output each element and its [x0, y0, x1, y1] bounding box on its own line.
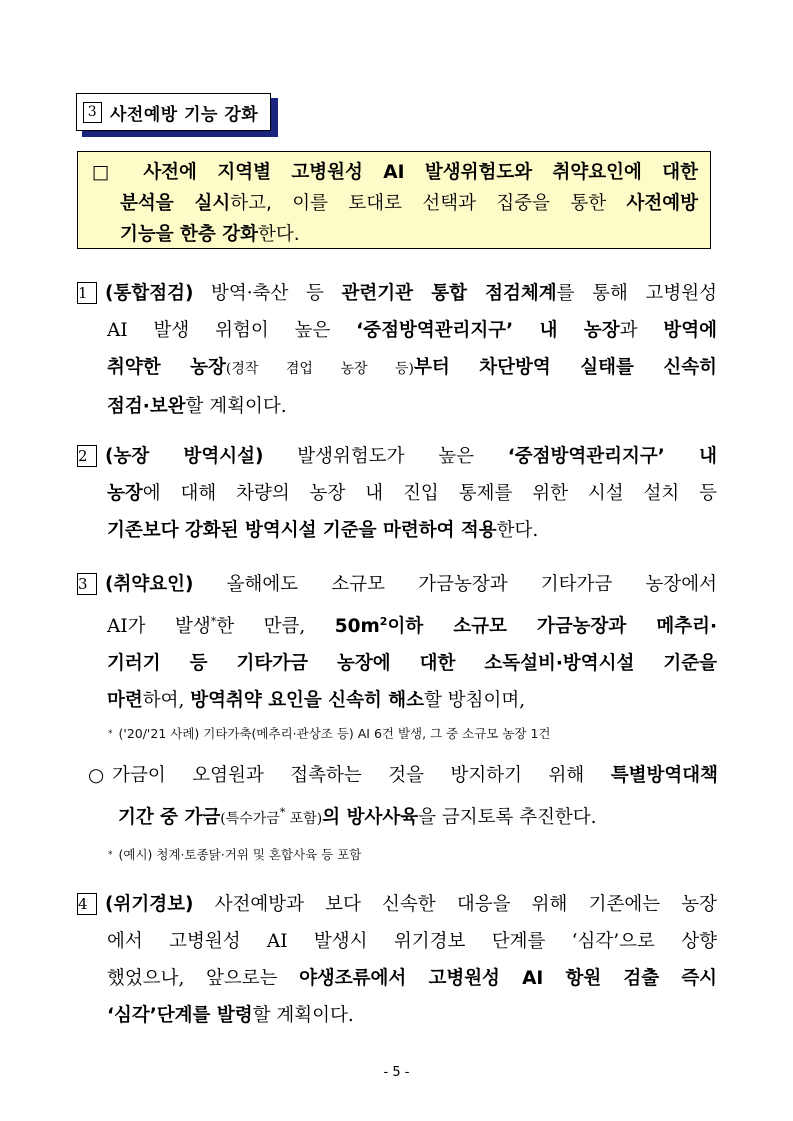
item-text: 기간 중 가금: [118, 807, 221, 829]
item-number: 4: [77, 893, 97, 915]
summary-text: 한다.: [257, 224, 300, 245]
item-1-line-3: [77, 349, 717, 388]
item-text: 50m: [334, 616, 380, 638]
item-text: 취약한 농장: [107, 357, 226, 378]
item-1-line-2: [77, 312, 717, 349]
section-number: 3: [83, 102, 102, 123]
item-number: 3: [77, 573, 97, 595]
item-text: 관련기관 통합 점검체계: [341, 283, 557, 304]
item-text: 야생조류에서 고병원성 AI 항원 검출 즉시: [299, 968, 717, 989]
item-text: 할 계획이다.: [185, 396, 287, 417]
item-text: ‘중점방역관리지구’ 내 농장: [356, 320, 620, 341]
summary-text: 하고, 이를 토대로 선택과 집중을 통한: [230, 193, 627, 214]
item-number: 1: [77, 282, 97, 304]
item-text: 했었으나, 앞으로는: [107, 968, 300, 989]
item-text: 기러기 등 기타가금 농장에 대한 소독설비·방역시설 기준을: [107, 653, 717, 675]
section-title-box: [76, 93, 271, 131]
item-text: 가금이 오염원과 접촉하는 것을 방지하기 위해: [112, 765, 611, 786]
item-text: ‘중점방역관리지구’ 내: [507, 446, 717, 467]
item-heading: (위기경보): [105, 894, 194, 915]
item-4-line-2: [77, 923, 717, 960]
footnote-text: (예시) 청계·토종닭·거위 및 혼합사육 등 포함: [118, 847, 362, 862]
sub-item-line-1: [88, 757, 718, 794]
item-1: [77, 275, 717, 425]
summary-text: 기능을 한층 강화: [120, 224, 258, 245]
footnote-2: [108, 845, 361, 863]
item-text: 의 방사사육: [322, 807, 419, 829]
item-heading: (통합점검): [105, 283, 194, 304]
item-text: (특수가금: [220, 811, 280, 828]
item-text: 포함): [285, 811, 323, 828]
summary-line-3: [92, 219, 698, 250]
summary-text: 사전에 지역별 고병원성 AI 발생위험도와 취약요인에 대한: [143, 162, 698, 183]
summary-box: [77, 151, 711, 249]
footnote-star: *: [108, 850, 113, 860]
item-3: [77, 566, 717, 719]
item-text: 방역취약 요인을 신속히 해소: [190, 690, 425, 712]
item-text: 점검·보완: [107, 396, 186, 417]
footnote-mark: *: [279, 806, 286, 819]
item-text: 농장: [107, 483, 143, 504]
item-text: 하여,: [142, 690, 191, 712]
item-heading: (농장 방역시설): [105, 446, 264, 467]
section-title: 사전예방 기능 강화: [110, 104, 259, 125]
item-1-line-4: [77, 388, 717, 425]
item-2-line-3: [77, 512, 717, 549]
item-text: ‘심각’단계를 발령: [107, 1005, 253, 1026]
item-heading: (취약요인): [105, 574, 194, 595]
footnote-1: [108, 724, 551, 742]
item-2: [77, 438, 717, 549]
item-2-line-2: [77, 475, 717, 512]
item-text: AI 발생 위험이 높은: [107, 320, 357, 341]
item-number: 2: [77, 445, 97, 467]
superscript: 2: [379, 615, 388, 628]
item-text: 에서 고병원성 AI 발생시 위기경보 단계를 ‘심각’으로 상향: [107, 931, 717, 952]
item-text: 한 만큼,: [216, 616, 335, 638]
circle-bullet: ○: [88, 765, 105, 786]
item-text: 사전예방과 보다 신속한 대응을 위해 기존에는 농장: [193, 894, 717, 915]
item-text: AI가 발생: [107, 616, 211, 638]
item-text: 할 계획이다.: [252, 1005, 354, 1026]
sub-item: [88, 757, 718, 838]
item-text: 발생위험도가 높은: [263, 446, 508, 467]
summary-bullet: □: [92, 162, 124, 183]
section-header: [76, 93, 271, 131]
item-text: 마련: [107, 690, 143, 712]
item-3-line-4: [77, 682, 717, 719]
item-4-line-1: [77, 886, 717, 923]
item-text: 에 대해 차량의 농장 내 진입 통제를 위한 시설 설치 등: [142, 483, 717, 504]
item-3-line-2: [77, 603, 717, 645]
item-text: 를 통해 고병원성: [556, 283, 717, 304]
item-4-line-4: [77, 997, 717, 1034]
item-text: 방역·축산 등: [193, 283, 342, 304]
footnote-mark: *: [210, 615, 217, 628]
item-text: 을 금지토록 추진한다.: [418, 807, 597, 829]
summary-text: 사전예방: [626, 193, 698, 214]
item-text: 부터 차단방역 실태를 신속히: [414, 357, 718, 378]
item-3-line-3: [77, 645, 717, 682]
item-text: 기존보다 강화된 방역시설 기준을 마련하여 적용: [107, 520, 497, 541]
page-number: - 5 -: [383, 1065, 410, 1080]
item-4: [77, 886, 717, 1034]
item-text: 한다.: [496, 520, 539, 541]
footnote-star: *: [108, 729, 113, 739]
summary-text: 분석을 실시: [120, 193, 231, 214]
sub-item-line-2: [88, 794, 718, 838]
item-text: 특별방역대책: [610, 765, 718, 786]
item-text: 올해에도 소규모 가금농장과 기타가금 농장에서: [193, 574, 717, 595]
item-3-line-1: [77, 566, 717, 603]
item-text: 이하 소규모 가금농장과 메추리·: [387, 616, 717, 638]
item-text: 방역에: [663, 320, 717, 341]
summary-line-2: [92, 188, 698, 219]
item-text: 과: [619, 320, 664, 341]
summary-line-1: [92, 157, 698, 188]
item-text: 할 방침이며,: [424, 690, 526, 712]
item-2-line-1: [77, 438, 717, 475]
footnote-text: ('20/'21 사례) 기타가축(메추리·관상조 등) AI 6건 발생, 그 중 소규모 농장 1건: [118, 726, 551, 741]
item-1-line-1: [77, 275, 717, 312]
item-text: (경작 겸업 농장 등): [225, 361, 415, 377]
item-4-line-3: [77, 960, 717, 997]
